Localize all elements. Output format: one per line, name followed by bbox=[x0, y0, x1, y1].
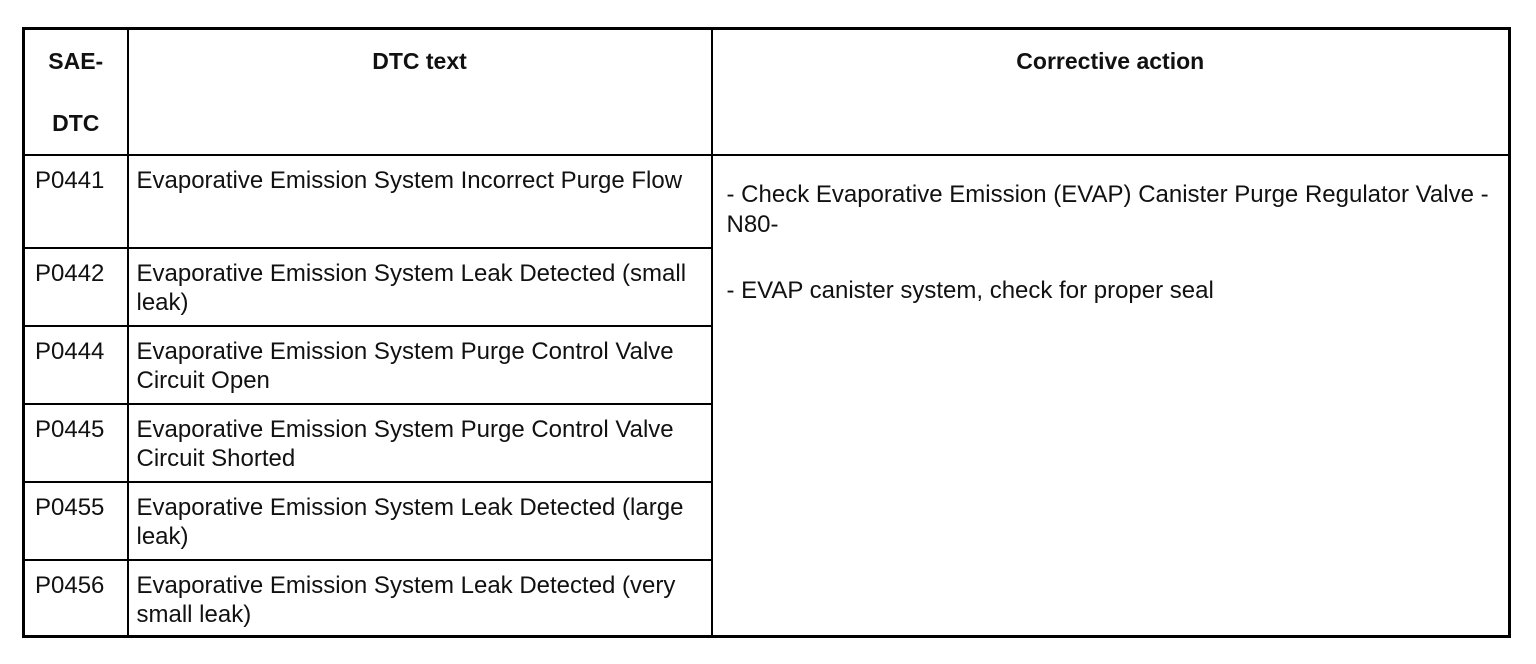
dtc-text-cell: Evaporative Emission System Leak Detected (large leak) bbox=[128, 482, 712, 560]
dtc-code-cell: P0444 bbox=[24, 326, 128, 404]
dtc-text-cell: Evaporative Emission System Purge Control Valve Circuit Open bbox=[128, 326, 712, 404]
dtc-code-cell: P0445 bbox=[24, 404, 128, 482]
table-row bbox=[24, 155, 1510, 248]
dtc-code-cell: P0441 bbox=[24, 155, 128, 248]
dtc-text-cell: Evaporative Emission System Leak Detected (small leak) bbox=[128, 248, 712, 326]
header-dtc-text: DTC text bbox=[128, 29, 712, 156]
corrective-action-line: - Check Evaporative Emission (EVAP) Canister Purge Regulator Valve -N80- bbox=[726, 181, 1489, 238]
corrective-action-cell bbox=[712, 155, 1510, 637]
header-sae-dtc-line2: DTC bbox=[52, 110, 100, 136]
dtc-text-cell: Evaporative Emission System Purge Control Valve Circuit Shorted bbox=[128, 404, 712, 482]
dtc-code-cell: P0442 bbox=[24, 248, 128, 326]
header-corrective-action: Corrective action bbox=[712, 29, 1510, 156]
dtc-text-cell: Evaporative Emission System Incorrect Purge Flow bbox=[128, 155, 712, 248]
corrective-action-line: - EVAP canister system, check for proper seal bbox=[726, 277, 1214, 304]
dtc-code-cell: P0456 bbox=[24, 560, 128, 637]
header-sae-dtc bbox=[24, 29, 128, 156]
table-header-row bbox=[24, 29, 1510, 156]
dtc-text-cell: Evaporative Emission System Leak Detected (very small leak) bbox=[128, 560, 712, 637]
dtc-table bbox=[22, 27, 1511, 638]
header-sae-dtc-line1: SAE- bbox=[48, 48, 104, 74]
dtc-code-cell: P0455 bbox=[24, 482, 128, 560]
